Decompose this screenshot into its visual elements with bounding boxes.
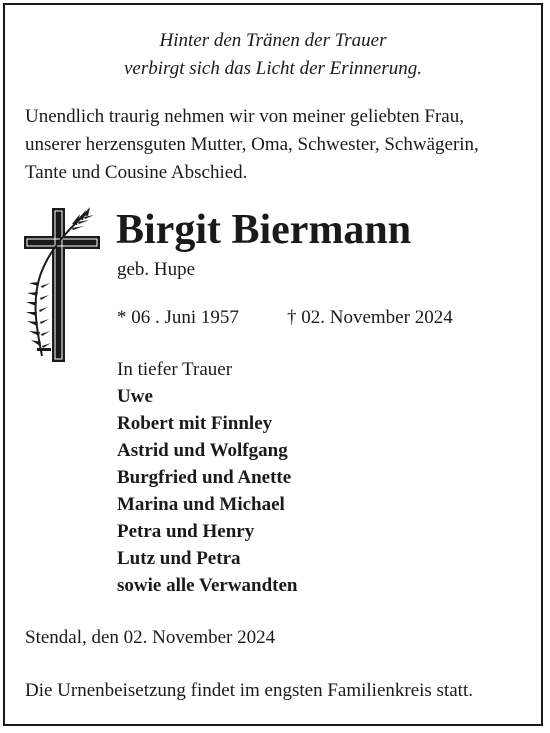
deceased-name: Birgit Biermann <box>116 207 412 253</box>
mourners-heading: In tiefer Trauer <box>117 359 233 380</box>
place-and-date: Stendal, den 02. November 2024 <box>25 627 276 648</box>
motto-line-1: Hinter den Tränen der Trauer <box>159 30 387 51</box>
mourner-name: Lutz und Petra <box>117 548 241 569</box>
intro-line-2: unserer herzensguten Mutter, Oma, Schwester, Schwägerin, <box>25 134 479 155</box>
burial-note: Die Urnenbeisetzung findet im engsten Familienkreis statt. <box>25 680 473 701</box>
mourner-name: Marina und Michael <box>117 494 285 515</box>
intro-line-1: Unendlich traurig nehmen wir von meiner geliebten Frau, <box>25 106 464 127</box>
mourner-name: Robert mit Finnley <box>117 413 273 434</box>
mourners-block <box>117 356 298 599</box>
mourner-name: Burgfried und Anette <box>117 467 292 488</box>
mourner-name: sowie alle Verwandten <box>117 575 298 596</box>
mourner-name: Petra und Henry <box>117 521 255 542</box>
mourner-name: Uwe <box>117 386 153 407</box>
cross-with-palm-branch-icon <box>22 206 102 366</box>
mourner-name: Astrid und Wolfgang <box>117 440 288 461</box>
maiden-name: geb. Hupe <box>117 259 196 280</box>
motto-line-2: verbirgt sich das Licht der Erinnerung. <box>124 58 422 79</box>
birth-date: * 06 . Juni 1957 <box>117 307 239 328</box>
motto <box>0 27 546 83</box>
intro-text <box>25 103 535 187</box>
mourners-list <box>117 383 298 599</box>
intro-line-3: Tante und Cousine Abschied. <box>25 162 248 183</box>
death-date: † 02. November 2024 <box>287 307 453 328</box>
